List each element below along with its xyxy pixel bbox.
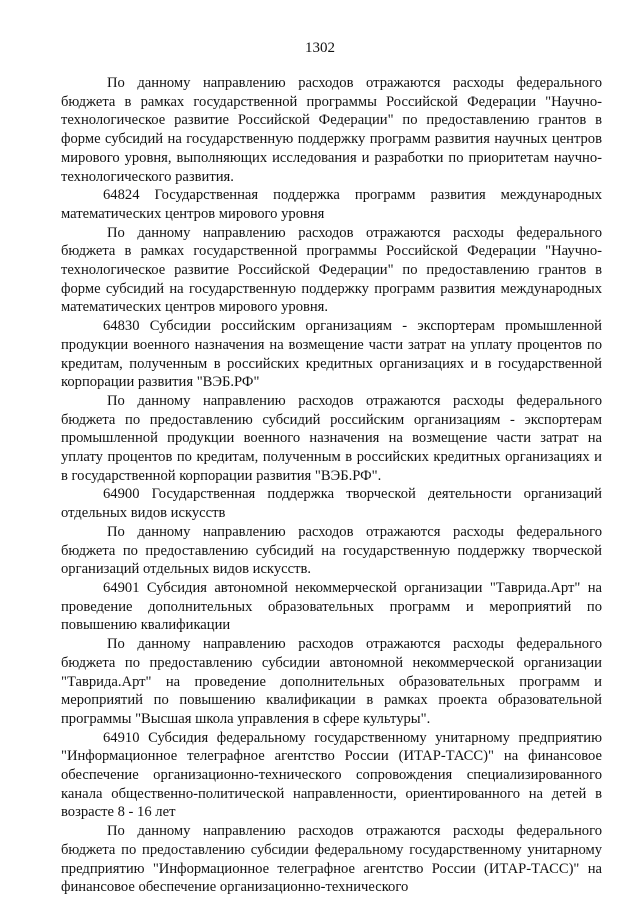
paragraph-description: По данному направлению расходов отражаются расходы федерального бюджета по предоставлению субсидии федеральному государственному унитарному предприятию "Информационное телеграфное агентство России (ИТАР-ТАСС)" на финансовое обеспечение организационно-технического — [61, 823, 602, 896]
page-number: 1302 — [305, 40, 335, 56]
paragraph-description: По данному направлению расходов отражаются расходы федерального бюджета в рамках государственной программы Российской Федерации "Научно-технологическое развитие Российской Федерации" по предоставлению грантов в форме субсидий на государственную поддержку программ развития научных центров мирового уровня, выполняющих исследования и разработки по приоритетам научно-технологического развития. — [61, 75, 602, 185]
paragraph-description: По данному направлению расходов отражаются расходы федерального бюджета по предоставлению субсидий российским организациям - экспортерам промышленной продукции военного назначения на возмещение части затрат на уплату процентов по кредитам, полученным в российских кредитных организациях и в государственной корпорации развития "ВЭБ.РФ". — [61, 392, 602, 484]
paragraph-code-heading: 64910 Субсидия федеральному государственному унитарному предприятию "Информационное телеграфное агентство России (ИТАР-ТАСС)" на финансовое обеспечение организационно-технического сопровождения специализированного канала общественно-политической направленности, ориентированного на детей в возрасте 8 - 16 лет — [61, 729, 602, 821]
paragraph-description: По данному направлению расходов отражаются расходы федерального бюджета по предоставлению субсидии автономной некоммерческой организации "Таврида.Арт" на проведение дополнительных образовательных программ и мероприятий по повышению квалификации в рамках проекта образовательной программы "Высшая школа управления в сфере культуры". — [61, 636, 602, 727]
paragraph-code-heading: 64824 Государственная поддержка программ развития международных математических центров мирового уровня — [61, 187, 602, 222]
paragraph-code-heading: 64901 Субсидия автономной некоммерческой организации "Таврида.Арт" на проведение дополнительных образовательных программ и мероприятий по повышению квалификации — [61, 579, 602, 634]
document-body — [61, 74, 602, 897]
paragraph-description: По данному направлению расходов отражаются расходы федерального бюджета по предоставлению субсидий на государственную поддержку творческой организаций отдельных видов искусств. — [61, 523, 602, 578]
paragraph-code-heading: 64900 Государственная поддержка творческой деятельности организаций отдельных видов искусств — [61, 486, 602, 522]
paragraph-description: По данному направлению расходов отражаются расходы федерального бюджета в рамках государственной программы Российской Федерации "Научно-технологическое развитие Российской Федерации" по предоставлению грантов в форме субсидий на государственную поддержку программ развития международных математических центров мирового уровня. — [61, 224, 602, 316]
paragraph-code-heading: 64830 Субсидии российским организациям - экспортерам промышленной продукции военного назначения на возмещение части затрат на уплату процентов по кредитам, полученным в российских кредитных организациях и в государственной корпорации развития "ВЭБ.РФ" — [61, 318, 602, 391]
